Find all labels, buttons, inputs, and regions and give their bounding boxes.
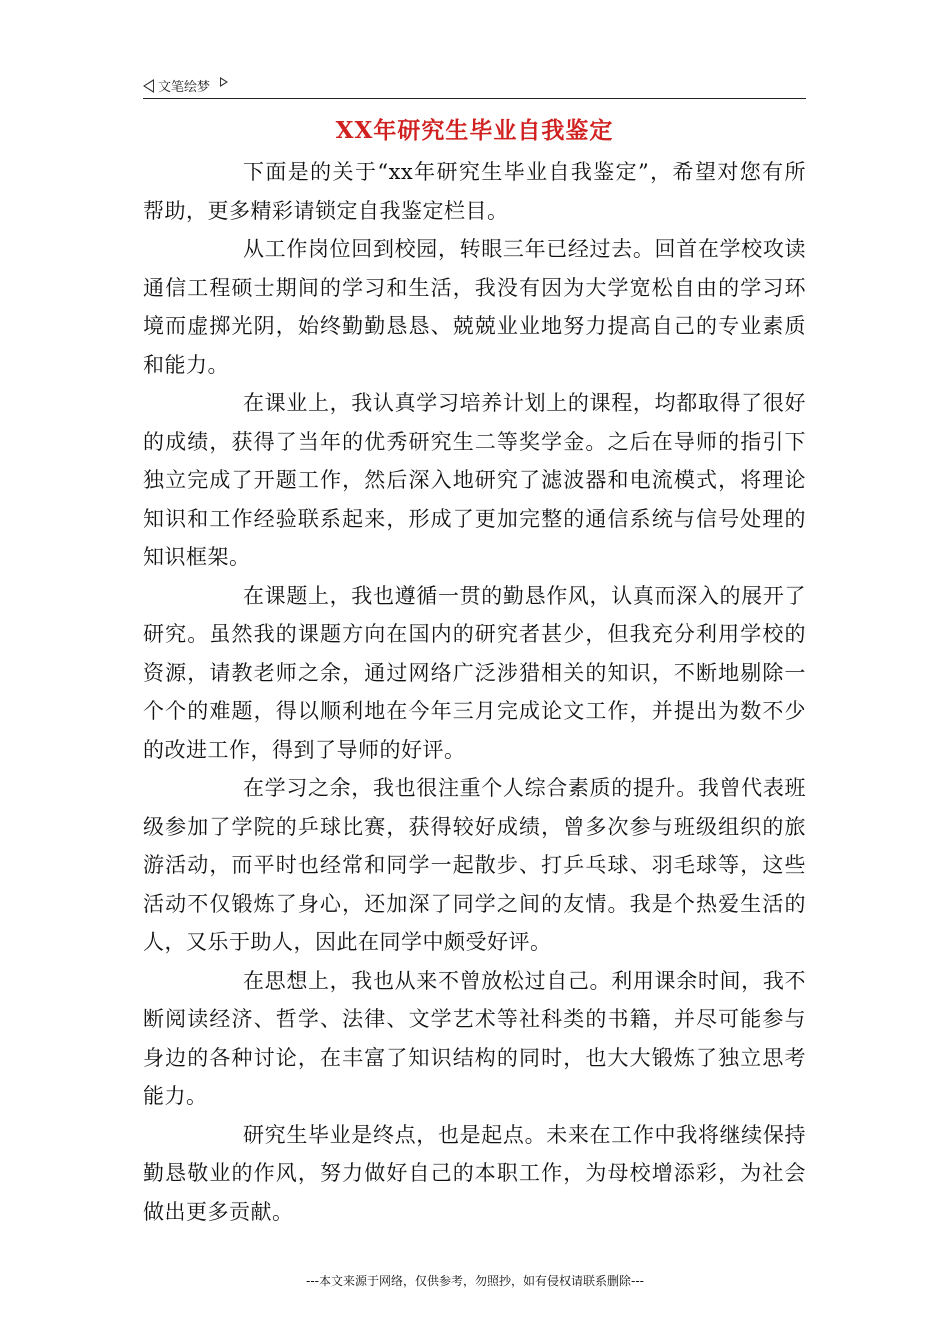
paragraph: 在课题上，我也遵循一贯的勤恳作风，认真而深入的展开了研究。虽然我的课题方向在国内的研究者甚少，但我充分利用学校的资源，请教老师之余，通过网络广泛涉猎相关的知识，不断地剔除一个个的难题，得以顺利地在今年三月完成论文工作，并提出为数不少的改进工作，得到了导师的好评。 — [143, 583, 806, 762]
paragraph-intro: 下面是的关于“xx年研究生毕业自我鉴定”，希望对您有所帮助，更多精彩请锁定自我鉴定栏目。 — [143, 160, 806, 223]
document-title: XX年研究生毕业自我鉴定 — [335, 117, 614, 144]
triangle-right-icon — [220, 77, 228, 87]
triangle-left-icon — [143, 79, 154, 93]
brand-label: 文笔绘梦 — [158, 80, 211, 95]
document-body — [143, 153, 806, 1231]
page-header — [143, 72, 806, 99]
paragraph: 在思想上，我也从来不曾放松过自己。利用课余时间，我不断阅读经济、哲学、法律、文学艺术等社科类的书籍，并尽可能参与身边的各种讨论，在丰富了知识结构的同时，也大大锻炼了独立思考能力。 — [143, 968, 806, 1108]
header-brand — [143, 76, 228, 95]
paragraph: 在课业上，我认真学习培养计划上的课程，均都取得了很好的成绩，获得了当年的优秀研究生二等奖学金。之后在导师的指引下独立完成了开题工作，然后深入地研究了滤波器和电流模式，将理论知识和工作经验联系起来，形成了更加完整的通信系统与信号处理的知识框架。 — [143, 391, 806, 569]
paragraph: 在学习之余，我也很注重个人综合素质的提升。我曾代表班级参加了学院的乒球比赛，获得较好成绩，曾多次参与班级组织的旅游活动，而平时也经常和同学一起散步、打乒乓球、羽毛球等，这些活动不仅锻炼了身心，还加深了同学之间的友情。我是个热爱生活的人，又乐于助人，因此在同学中颇受好评。 — [143, 776, 806, 954]
paragraph: 研究生毕业是终点，也是起点。未来在工作中我将继续保持勤恳敬业的作风，努力做好自己的本职工作，为母校增添彩，为社会做出更多贡献。 — [143, 1122, 806, 1224]
disclaimer-footer: ---本文来源于网络，仅供参考，勿照抄，如有侵权请联系删除--- — [306, 1274, 644, 1288]
paragraph: 从工作岗位回到校园，转眼三年已经过去。回首在学校攻读通信工程硕士期间的学习和生活，我没有因为大学宽松自由的学习环境而虚掷光阴，始终勤勤恳恳、兢兢业业地努力提高自己的专业素质和能力。 — [143, 237, 806, 377]
